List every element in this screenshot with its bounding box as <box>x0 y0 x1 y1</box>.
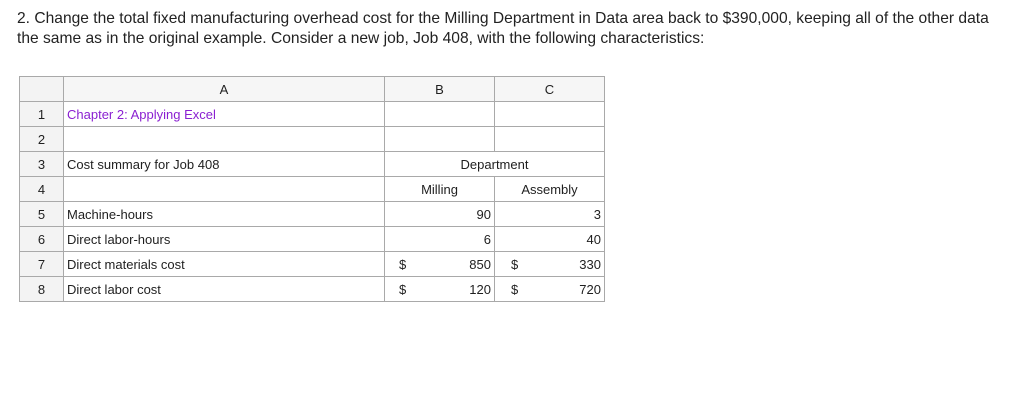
cell-milling-value[interactable]: 6 <box>385 227 495 252</box>
cell-a4[interactable] <box>64 177 385 202</box>
column-header-b[interactable]: B <box>385 77 495 102</box>
cell-b2[interactable] <box>385 127 495 152</box>
table-row <box>20 177 605 202</box>
currency-symbol: $ <box>511 281 519 297</box>
cell-row-label[interactable]: Direct materials cost <box>64 252 385 277</box>
assembly-amount: 330 <box>579 256 601 272</box>
cell-milling-currency-value[interactable] <box>385 277 495 302</box>
row-number[interactable]: 6 <box>20 227 64 252</box>
row-number[interactable]: 1 <box>20 102 64 127</box>
row-number[interactable]: 7 <box>20 252 64 277</box>
cell-assembly-value[interactable]: 40 <box>495 227 605 252</box>
table-row <box>20 102 605 127</box>
table-row <box>20 127 605 152</box>
cell-c2[interactable] <box>495 127 605 152</box>
spreadsheet <box>19 76 605 302</box>
row-number[interactable]: 4 <box>20 177 64 202</box>
assembly-amount: 720 <box>579 281 601 297</box>
cell-milling-currency-value[interactable] <box>385 252 495 277</box>
table-row <box>20 202 605 227</box>
currency-symbol: $ <box>399 281 407 297</box>
question-text: 2. Change the total fixed manufacturing overhead cost for the Milling Department in Data area back to $390,000, keeping all of the other data the same as in the original example. Consider a new job, Job 408, with the following characteristics: <box>17 10 989 47</box>
table-row <box>20 227 605 252</box>
cell-a3-section-label[interactable]: Cost summary for Job 408 <box>64 152 385 177</box>
column-header-c[interactable]: C <box>495 77 605 102</box>
table-row <box>20 277 605 302</box>
currency-symbol: $ <box>511 256 519 272</box>
cell-b1[interactable] <box>385 102 495 127</box>
cell-assembly-currency-value[interactable] <box>495 277 605 302</box>
milling-amount: 850 <box>469 256 491 272</box>
row-number[interactable]: 5 <box>20 202 64 227</box>
cell-c1[interactable] <box>495 102 605 127</box>
cell-row-label[interactable]: Direct labor cost <box>64 277 385 302</box>
row-number[interactable]: 3 <box>20 152 64 177</box>
column-header-a[interactable]: A <box>64 77 385 102</box>
row-number[interactable]: 2 <box>20 127 64 152</box>
cell-a2[interactable] <box>64 127 385 152</box>
cell-assembly-value[interactable]: 3 <box>495 202 605 227</box>
corner-cell[interactable] <box>20 77 64 102</box>
cell-b4-milling-header[interactable]: Milling <box>385 177 495 202</box>
milling-amount: 120 <box>469 281 491 297</box>
cell-assembly-currency-value[interactable] <box>495 252 605 277</box>
cell-a1-title[interactable]: Chapter 2: Applying Excel <box>64 102 385 127</box>
currency-symbol: $ <box>399 256 407 272</box>
cell-milling-value[interactable]: 90 <box>385 202 495 227</box>
cell-row-label[interactable]: Direct labor-hours <box>64 227 385 252</box>
row-number[interactable]: 8 <box>20 277 64 302</box>
table-row <box>20 152 605 177</box>
table-row <box>20 252 605 277</box>
cell-b3-department-header[interactable]: Department <box>385 152 605 177</box>
cell-row-label[interactable]: Machine-hours <box>64 202 385 227</box>
cell-c4-assembly-header[interactable]: Assembly <box>495 177 605 202</box>
